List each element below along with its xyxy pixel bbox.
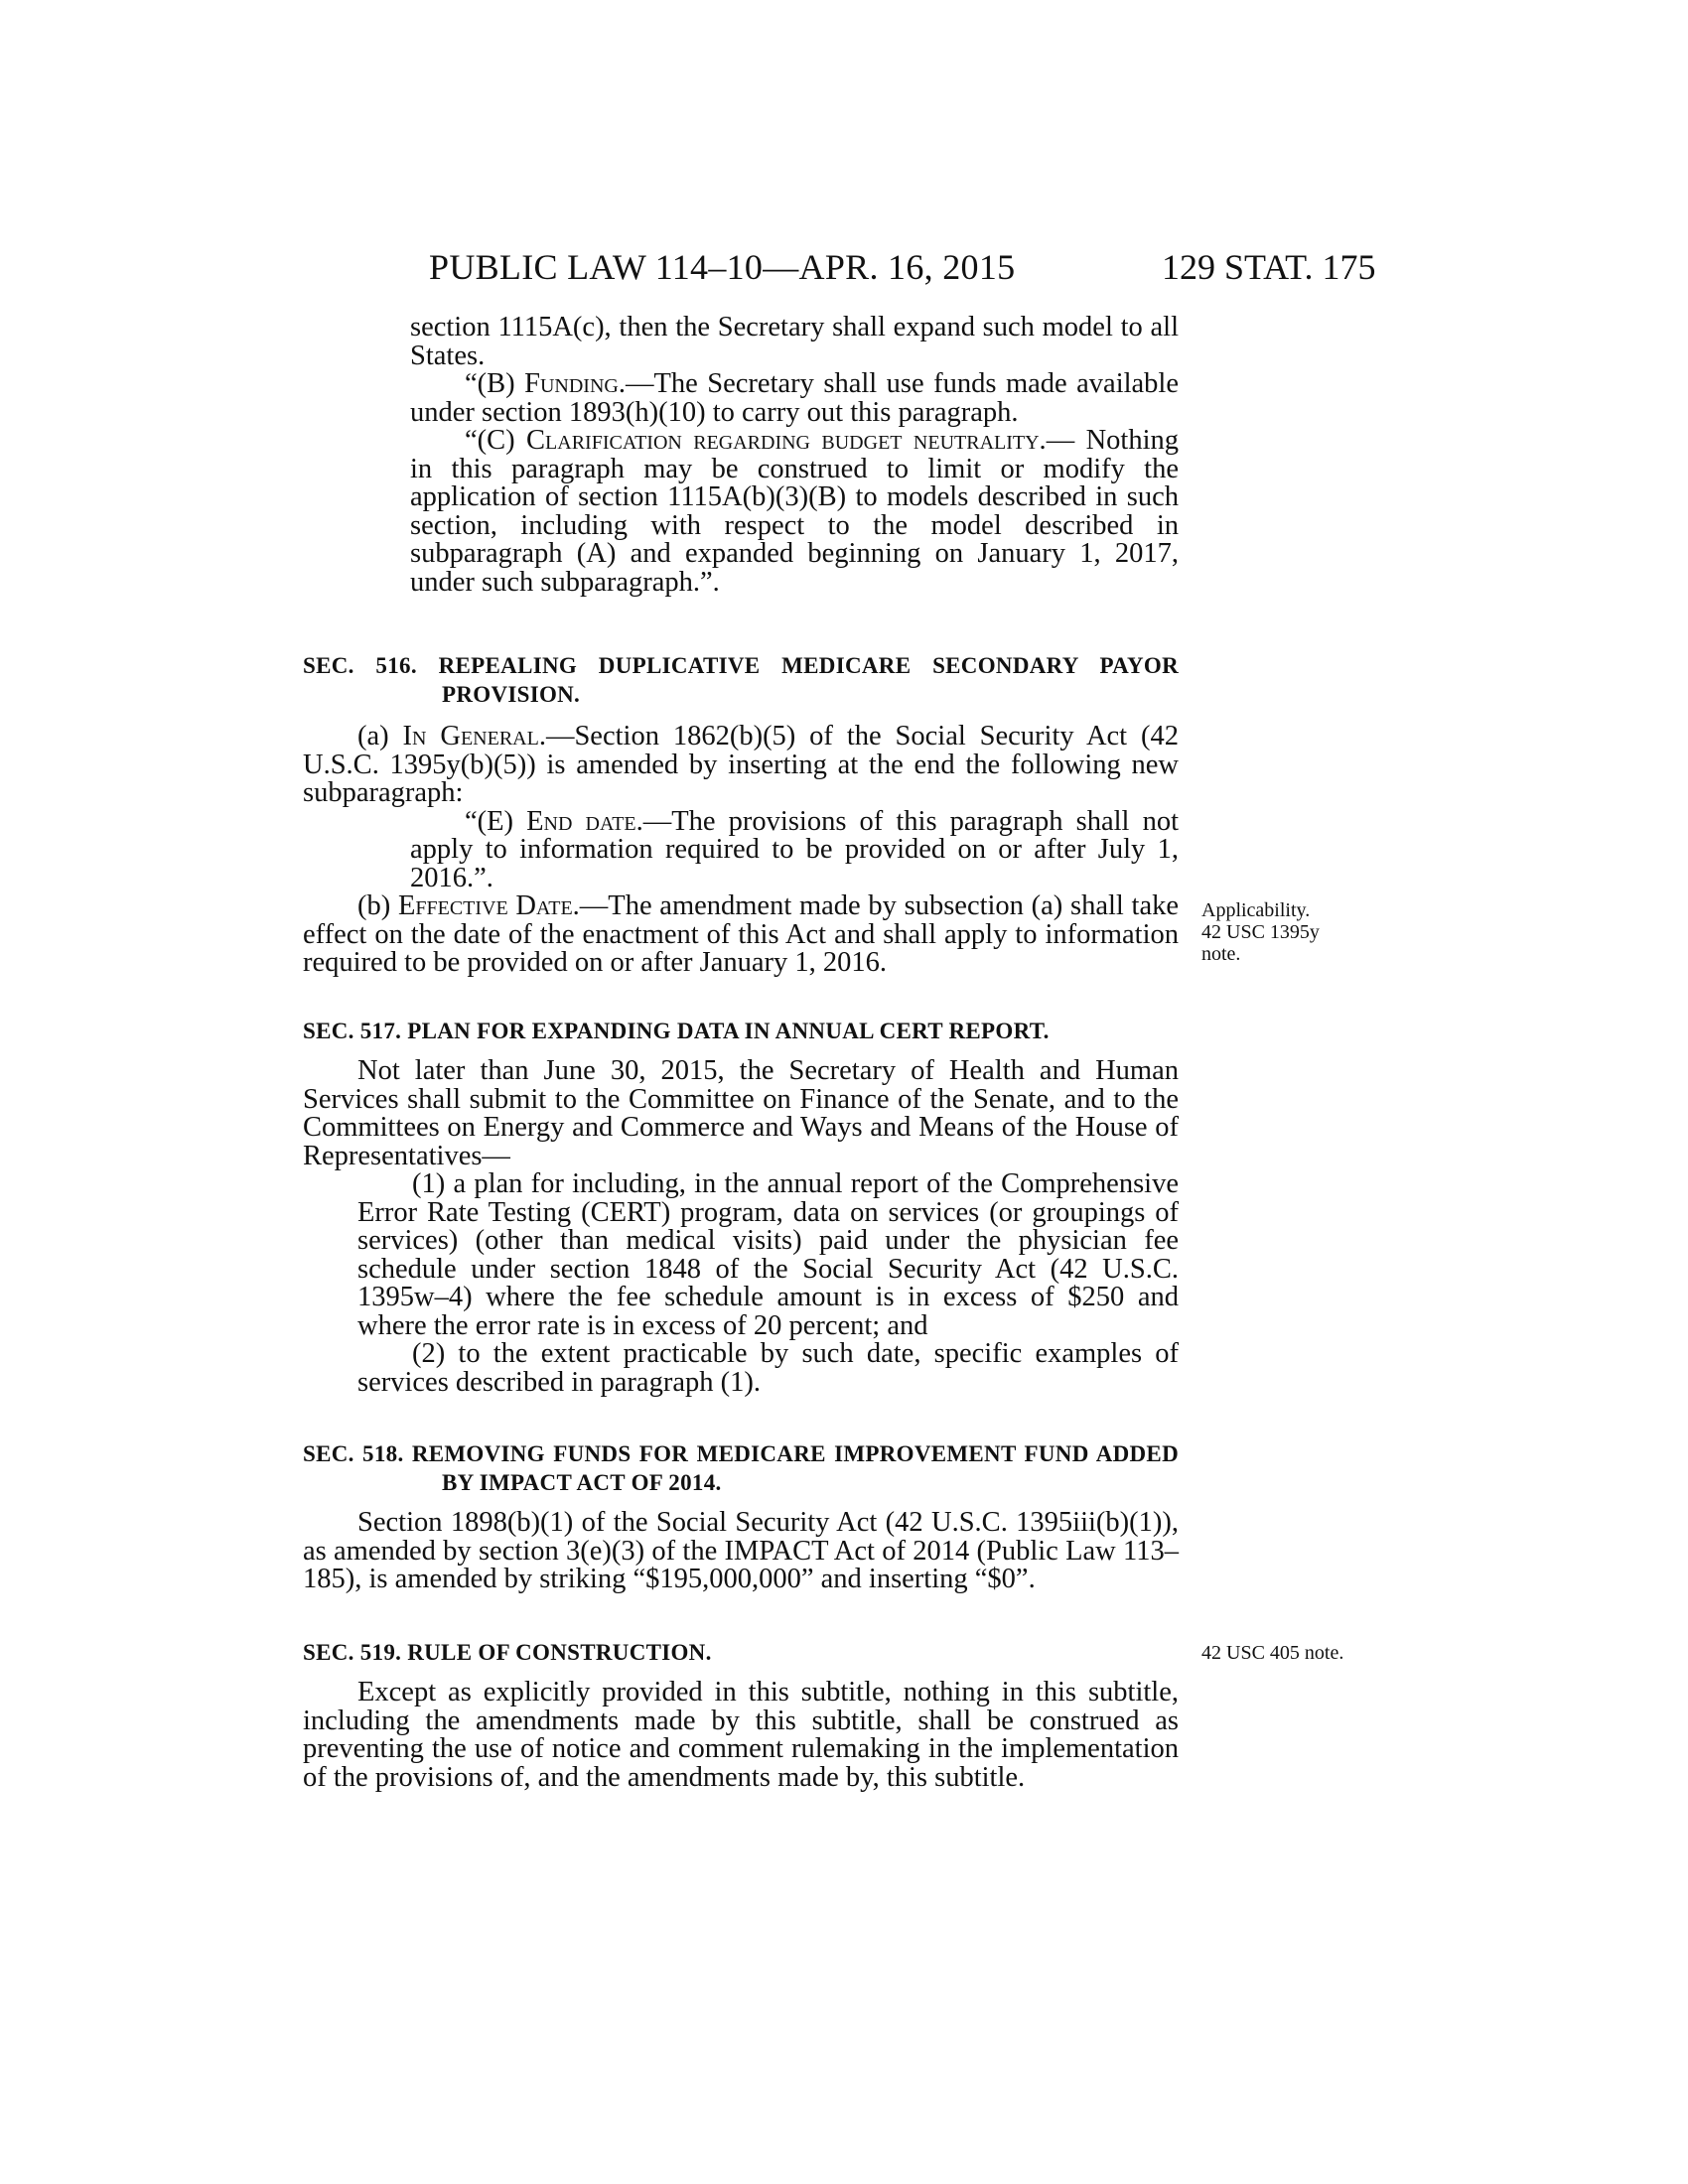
section-518: [303, 1439, 1179, 1594]
paragraph-2: (2) to the extent practicable by such date, specific examples of services described in paragraph (1).: [357, 1338, 1179, 1398]
section-heading: SEC. 517. PLAN FOR EXPANDING DATA IN ANNUAL CERT REPORT.: [303, 1019, 1050, 1043]
section-text: Section 1898(b)(1) of the Social Security Act (42 U.S.C. 1395iii(b)(1)), as amended by section 3(e)(3) of the IMPACT Act of 2014 (Public Law 113–185), is amended by striking “$195,000,000” and inserting “$0”.: [303, 1507, 1179, 1594]
subparagraph-e: “(E) End date.—The provisions of this paragraph shall not apply to information required to be provided on or after July 1, 2016.”.: [410, 805, 1179, 893]
section-517: [303, 1017, 1179, 1397]
continuation-block: [410, 314, 1179, 597]
section-516: [303, 651, 1179, 978]
subsection-b: (b) Effective Date.—The amendment made by subsection (a) shall take effect on the date of the enactment of this Act and shall apply to information required to be provided on or after January 1, 2016.: [303, 890, 1179, 978]
section-text: Except as explicitly provided in this subtitle, nothing in this subtitle, including the amendments made by this subtitle, shall be construed as preventing the use of notice and comment rulemaking in the implementation of the provisions of, and the amendments made by, this subtitle.: [303, 1677, 1179, 1793]
stat-page-number: 129 STAT. 175: [1162, 247, 1376, 287]
paragraph-1: (1) a plan for including, in the annual report of the Comprehensive Error Rate Testing (CERT) program, data on services (or groupings of services) (other than medical visits) paid under the physician fee schedule under section 1848 of the Social Security Act (42 U.S.C. 1395w–4) where the fee schedule amount is in excess of $250 and where the error rate is in excess of 20 percent; and: [357, 1168, 1179, 1341]
continuation-text: section 1115A(c), then the Secretary shall expand such model to all States.: [410, 312, 1179, 371]
section-heading: SEC. 518. REMOVING FUNDS FOR MEDICARE IMPROVEMENT FUND ADDED BY IMPACT ACT OF 2014.: [303, 1441, 1179, 1495]
section-519: [303, 1638, 1179, 1792]
subsection-a: (a) In General.—Section 1862(b)(5) of the Social Security Act (42 U.S.C. 1395y(b)(5)) is amended by inserting at the end the following new subparagraph:: [303, 721, 1179, 808]
margin-note-usc: 42 USC 405 note.: [1201, 1642, 1344, 1664]
margin-note-applicability: Applicability. 42 USC 1395y note.: [1201, 899, 1320, 965]
subparagraph-b: “(B) Funding.—The Secretary shall use funds made available under section 1893(h)(10) to carry out this paragraph.: [410, 368, 1179, 428]
subparagraph-c: “(C) Clarification regarding budget neutrality.— Nothing in this paragraph may be construed to limit or modify the application of section 1115A(b)(3)(B) to models described in such section, including with respect to the model described in subparagraph (A) and expanded beginning on January 1, 2017, under such subparagraph.”.: [410, 425, 1180, 598]
running-header: PUBLIC LAW 114–10—APR. 16, 2015: [429, 247, 1016, 287]
section-heading: SEC. 516. REPEALING DUPLICATIVE MEDICARE SECONDARY PAYOR PROVISION.: [303, 653, 1179, 707]
section-intro: Not later than June 30, 2015, the Secretary of Health and Human Services shall submit to the Committee on Finance of the Senate, and to the Committees on Energy and Commerce and Ways and Means of the House of Representatives—: [303, 1055, 1179, 1171]
section-heading: SEC. 519. RULE OF CONSTRUCTION.: [303, 1640, 712, 1665]
